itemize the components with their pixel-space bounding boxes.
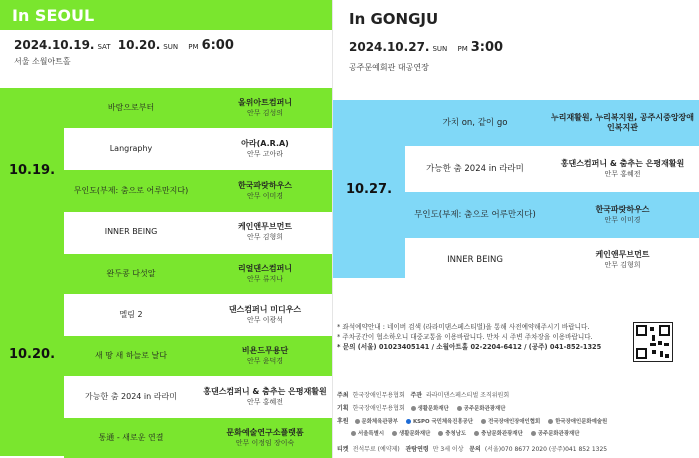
choreographer: 안무 홍혜전 [246,398,284,407]
performer-cell [198,128,332,170]
choreographer: 안무 이미경 [246,192,284,201]
gongju-panel [332,0,699,458]
performer-cell [198,336,332,376]
seoul-pm: PM [188,43,199,51]
credit-line: 주최 한국장애인무용협회 주관 라라미댄스페스티벌 조직위원회 [337,392,510,399]
company-name: 문화예술연구소플랫폼 [226,428,304,438]
performance-title: 새 땅 새 하늘로 날다 [64,336,198,376]
company-name: 한국파랏하우스 [237,181,293,191]
sponsor-logo: 문화체육관광부 [355,417,398,425]
performer-cell [545,238,699,282]
sponsor-logo: 생활문화재단 [411,404,449,412]
performer-cell [198,254,332,294]
company-name: 홍댄스컴퍼니 & 춤추는 은평재활원 [560,159,685,169]
schedule-row [64,254,332,294]
performer-cell [198,212,332,252]
company-name: 비욘드무용단 [241,346,289,356]
performance-title: Langraphy [64,128,198,170]
schedule-row [64,170,332,212]
sponsor-logo: 충청남도 [438,429,466,437]
performance-title: 가치 on, 같이 go [405,100,545,146]
performance-title: 멜림 2 [64,294,198,336]
schedule-row [64,336,332,376]
sponsor-logo: 서울특별시 [351,429,384,437]
seoul-date-2: 10.20. [117,38,161,52]
schedule-row [64,376,332,418]
performance-title: 가능한 춤 2024 in 라라미 [64,376,198,418]
gongju-city-title: In GONGJU [349,10,439,28]
performer-cell [545,146,699,192]
seoul-dow-1: SAT [97,43,111,51]
notice-line: * 좌석예약안내 : 네이버 검색 (라라미댄스페스티벌)을 통해 사전예약해주시기 바랍니다. [337,323,590,331]
credits-block [333,386,699,458]
qr-code-icon[interactable] [633,322,673,362]
choreographer: 안무 김형희 [246,233,284,242]
choreographer: 안무 이정임 장이숙 [235,439,295,448]
choreographer: 안무 윤덕경 [246,357,284,366]
credit-line [351,429,587,437]
gongju-date: 2024.10.27. [349,40,430,54]
seoul-dow-2: SUN [163,43,179,51]
company-name: 아라(A.R.A) [241,139,289,149]
performer-cell [545,192,699,238]
gongju-pm: PM [457,45,468,53]
seoul-date-1: 2024.10.19. [14,38,95,52]
seoul-venue: 서울 소월아트홀 [14,57,71,66]
notice-block [337,322,627,353]
schedule-row [64,128,332,170]
company-name: 올위아트컴퍼니 [237,98,293,108]
performer-cell [198,376,332,418]
choreographer: 안무 홍혜전 [604,170,641,179]
performance-title: INNER BEING [405,238,545,282]
company-name: 케인앤무브먼트 [237,222,293,232]
credit-line: 티켓 전석무료 (예약제) 관람연령 만 3세 이상 문의 (서울)070 8677 2020 (공주)041 852 1325 [337,446,608,453]
choreographer: 안무 이광석 [246,316,284,325]
sponsor-logo: 공주문화관광재단 [531,429,580,437]
gongju-venue: 공주문예회관 대공연장 [349,63,429,72]
schedule-row [64,418,332,458]
credit-line: 후원 문화체육관광부 KSPO 국민체육진흥공단 전국장애인장애인협회 한국장애인문화예술원 [337,418,608,425]
schedule-row [405,192,699,238]
performer-cell [545,100,699,146]
seoul-panel [0,0,332,458]
notice-line: * 문의 (서울) 01023405141 / 소월아트홀 02-2204-6412 / (공주) 041-852-1325 [337,343,602,352]
gongju-day-label: 10.27. [333,100,405,278]
gongju-date-line [349,40,503,55]
performer-cell [198,294,332,336]
choreographer: 안무 류지나 [246,275,284,284]
seoul-time: 6:00 [201,38,234,53]
seoul-day-label: 10.19. [0,88,64,252]
performance-title: INNER BEING [64,212,198,252]
performance-title: 바람으로부터 [64,88,198,128]
company-name: 누리재활원, 누리복지원, 공주시중앙장애인복지관 [550,113,695,132]
performer-cell [198,88,332,128]
performance-title: 완두콩 다섯알 [64,254,198,294]
sponsor-logo: 전국장애인장애인협회 [481,417,540,425]
performance-title: 가능한 춤 2024 in 라라미 [405,146,545,192]
schedule-row [64,88,332,128]
choreographer: 안무 고아라 [246,150,284,159]
notice-line: * 주차공간이 협소하오니 대중교통을 이용바랍니다. 만차 시 주변 주차장을 이용바랍니다. [337,333,593,342]
seoul-date-line [14,38,234,53]
seoul-day-label: 10.20. [0,252,64,456]
performance-title: 무인도(부제: 춤으로 어루만지다) [64,170,198,212]
sponsor-logo: KSPO 국민체육진흥공단 [406,417,473,425]
company-name: 홍댄스컴퍼니 & 춤추는 은평재활원 [203,387,327,397]
company-name: 케인앤무브먼트 [595,250,650,260]
performer-cell [198,418,332,458]
seoul-header-bar [0,0,332,30]
schedule-row [405,100,699,146]
sponsor-logo: 한국장애인문화예술원 [548,417,607,425]
credit-line: 기획 한국장애인무용협회 생활문화재단 공주문화관광재단 [337,405,506,412]
schedule-row [405,146,699,192]
schedule-row [405,238,699,282]
gongju-time: 3:00 [470,40,504,55]
schedule-row [64,294,332,336]
performance-title: 무인도(부제: 춤으로 어루만지다) [405,192,545,238]
company-name: 한국파랏하우스 [595,205,650,215]
sponsor-logo: 충남문화관광재단 [474,429,523,437]
performer-cell [198,170,332,212]
choreographer: 안무 김성의 [246,109,284,118]
gongju-dow: SUN [432,45,448,53]
company-name: 댄스컴퍼니 미디우스 [228,305,302,315]
company-name: 리얼댄스컴퍼니 [237,264,293,274]
sponsor-logo: 공주문화관광재단 [457,404,506,412]
choreographer: 안무 이미경 [604,216,641,225]
sponsor-logo: 생활문화재단 [392,429,430,437]
performance-title: 통通 - 새로운 연결 [64,418,198,458]
choreographer: 안무 김형희 [604,261,641,270]
seoul-city-title: In SEOUL [12,6,95,25]
schedule-row [64,212,332,252]
